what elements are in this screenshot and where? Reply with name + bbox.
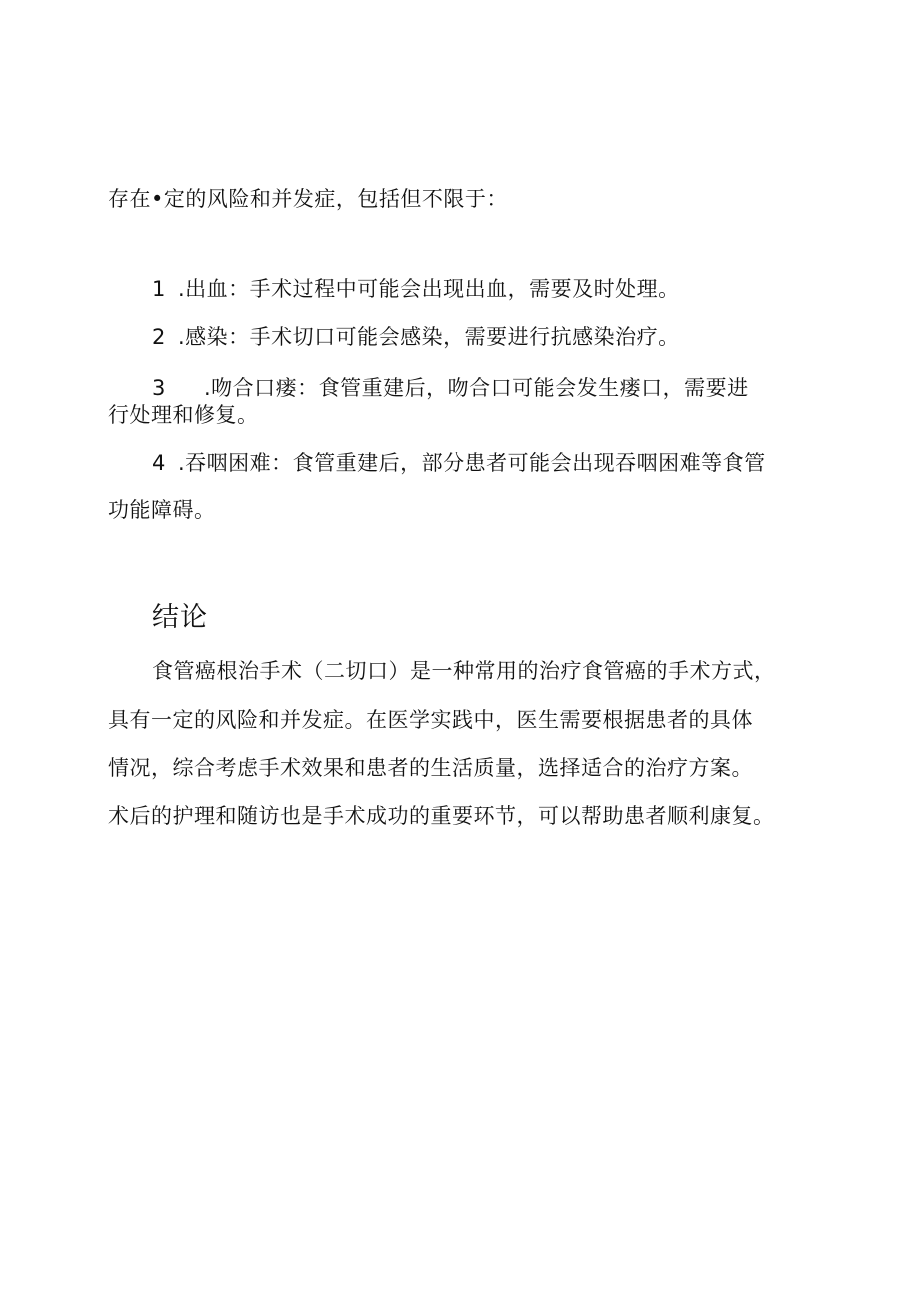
list-item-text: .出血：手术过程中可能会出现出血，需要及时处理。 xyxy=(178,277,680,301)
list-item xyxy=(152,373,749,403)
list-item-text: .吞咽困难：食管重建后，部分患者可能会出现吞咽困难等食管 xyxy=(178,451,766,475)
list-item-text: .吻合口瘘：食管重建后，吻合口可能会发生瘘口，需要进 xyxy=(204,376,749,400)
list-item-number: 1 xyxy=(152,277,166,301)
list-item xyxy=(152,322,680,352)
list-item-number: 2 xyxy=(152,325,166,349)
paragraph-line: 具有一定的风险和并发症。在医学实践中，医生需要根据患者的具体 xyxy=(108,708,753,732)
list-item-continuation: 功能障碍。 xyxy=(108,498,216,522)
list-item-number: 3 xyxy=(152,376,166,400)
list-item xyxy=(152,274,680,304)
list-item-text: .感染：手术切口可能会感染，需要进行抗感染治疗。 xyxy=(178,325,680,349)
section-heading: 结论 xyxy=(152,602,208,633)
paragraph-line: 情况，综合考虑手术效果和患者的生活质量，选择适合的治疗方案。 xyxy=(108,756,753,780)
list-item xyxy=(152,448,766,478)
paragraph-line: 术后的护理和随访也是手术成功的重要环节，可以帮助患者顺利康复。 xyxy=(108,804,775,828)
list-item-number: 4 xyxy=(152,451,166,475)
intro-text: 存在•定的风险和并发症，包括但不限于： xyxy=(108,187,508,211)
list-item-continuation: 行处理和修复。 xyxy=(108,403,259,427)
paragraph-line: 食管癌根治手术（二切口）是一种常用的治疗食管癌的手术方式， xyxy=(152,659,776,683)
